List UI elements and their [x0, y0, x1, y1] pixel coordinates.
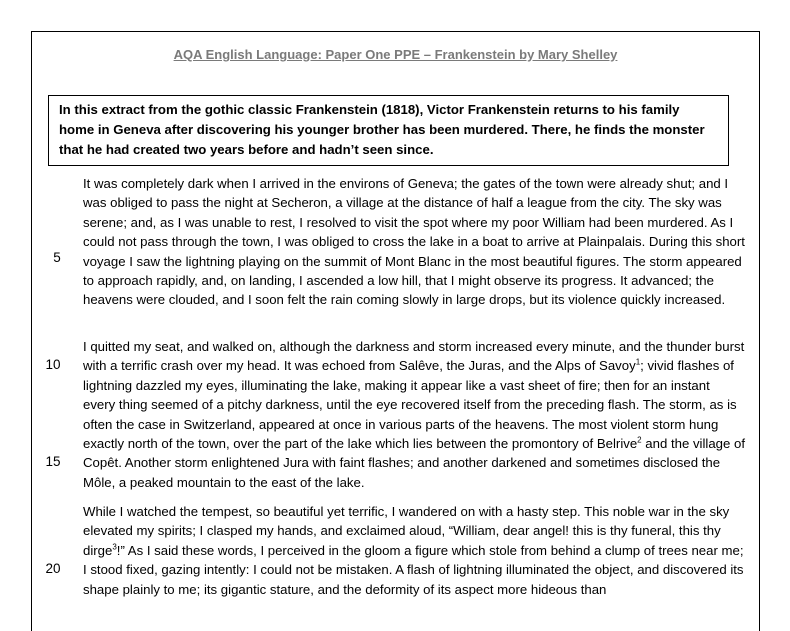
line-number-10: 10 [45, 357, 61, 372]
footnote-marker-2: 2 [637, 435, 642, 445]
document-title: AQA English Language: Paper One PPE – Frankenstein by Mary Shelley [173, 47, 618, 62]
paragraph-3-part-b: !” As I said these words, I perceived in the gloom a figure which stole from behind a clump of trees near me; I stood fixed, gazing intently: I could not be mistaken. A flash of lightning illuminated the object, and discovered its shape plainly to me; its gigantic stature, and the deformity of its aspect more hideous than [83, 542, 744, 597]
paragraph-3-part-a: While I watched the tempest, so beautiful yet terrific, I wandered on with a hasty step. This noble war in the sky elevated my spirits; I clasped my hands, and exclaimed aloud, “William, dear angel! this is thy funeral, this thy dirge [83, 504, 730, 558]
paragraph-3 [83, 502, 745, 599]
line-number-15: 15 [45, 454, 61, 469]
paragraph-3-text [83, 502, 745, 599]
document-page [31, 31, 760, 631]
paragraph-2-part-c: and the village of Copêt. Another storm enlightened Jura with faint flashes; and another darkened and sometimes disclosed the Môle, a peaked mountain to the east of the lake. [83, 436, 746, 490]
footnote-marker-3: 3 [112, 542, 117, 552]
paragraph-2-text [83, 337, 745, 492]
paragraph-2 [83, 337, 745, 492]
footnote-marker-1: 1 [635, 358, 641, 368]
paragraph-1 [83, 174, 745, 310]
line-number-5: 5 [53, 250, 61, 265]
paragraph-2-part-b: ; vivid flashes of lightning dazzled my eyes, illuminating the lake, making it appear like a vast sheet of fire; then for an instant every thing seemed of a pitchy darkness, until the eye recovered itself from the preceding flash. The storm, as is often the case in Switzerland, appeared at once in various parts of the heavens. The most violent storm hung exactly north of the town, over the part of the lake which lies between the promontory of Belrive [83, 358, 737, 452]
intro-box: In this extract from the gothic classic Frankenstein (1818), Victor Frankenstein returns to his family home in Geneva after discovering his younger brother has been murdered. There, he finds the monster that he had created two years before and hadn’t seen since. [48, 95, 729, 166]
line-number-20: 20 [45, 561, 61, 576]
paragraph-2-part-a: I quitted my seat, and walked on, although the darkness and storm increased every minute, and the thunder burst with a terrific crash over my head. It was echoed from Salêve, the Juras, and the Alps of Savoy [83, 339, 745, 374]
paragraph-1-text: It was completely dark when I arrived in the environs of Geneva; the gates of the town were already shut; and I was obliged to pass the night at Secheron, a village at the distance of half a league from the city. The sky was serene; and, as I was unable to rest, I resolved to visit the spot where my poor William had been murdered. As I could not pass through the town, I was obliged to cross the lake in a boat to arrive at Plainpalais. During this short voyage I saw the lightning playing on the summit of Mont Blanc in the most beautiful figures. The storm appeared to approach rapidly, and, on landing, I ascended a low hill, that I might observe its progress. It advanced; the heavens were clouded, and I soon felt the rain coming slowly in large drops, but its violence quickly increased. [83, 176, 745, 308]
